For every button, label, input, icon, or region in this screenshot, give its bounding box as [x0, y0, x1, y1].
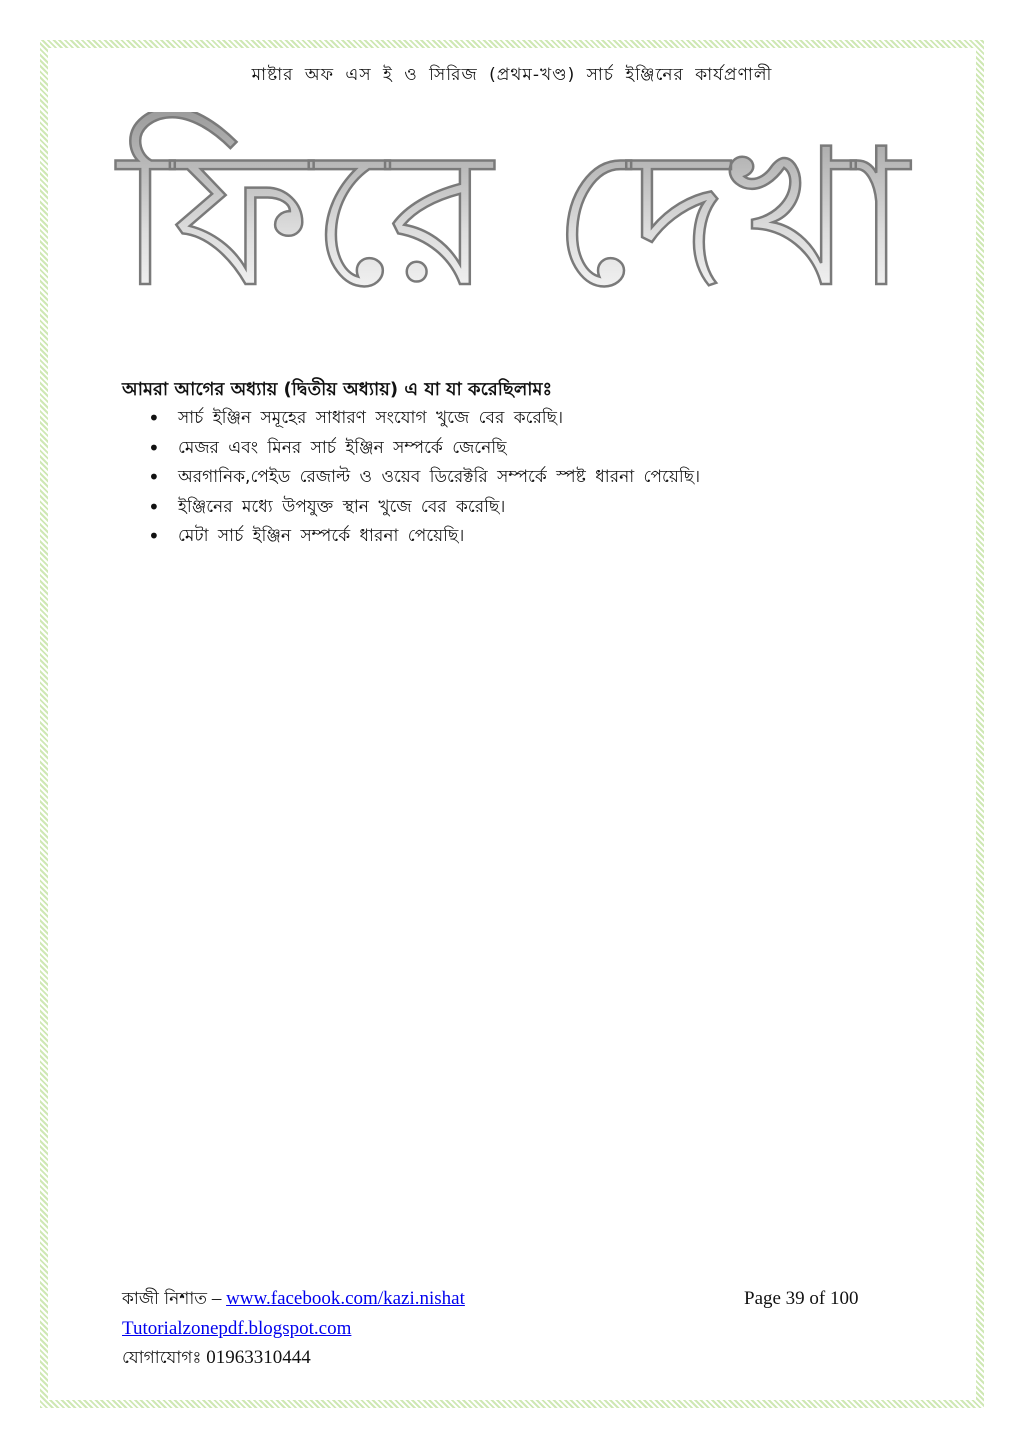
list-item — [148, 404, 700, 434]
list-item — [148, 522, 700, 552]
bullet-icon: • — [148, 465, 160, 489]
hero-title — [100, 112, 924, 322]
bullet-icon: • — [148, 406, 160, 430]
blog-link[interactable]: Tutorialzonepdf.blogspot.com — [122, 1318, 352, 1339]
list-item-text: অরগানিক,পেইড রেজাল্ট ও ওয়েব ডিরেক্টরি সম্পর্কে স্পষ্ট ধারনা পেয়েছি। — [178, 467, 701, 487]
footer-author: কাজী নিশাত — [122, 1289, 208, 1309]
footer-line-author — [122, 1284, 465, 1314]
footer-line-blog — [122, 1314, 465, 1343]
hero-word-2: দেখা — [551, 112, 909, 322]
footer-separator: – — [211, 1288, 222, 1309]
bullet-icon: • — [148, 494, 160, 519]
list-item — [148, 493, 700, 523]
hero-word-1: ফিরে — [117, 112, 493, 322]
list-item-text: মেজর এবং মিনর সার্চ ইঞ্জিন সম্পর্কে জেনেছি — [178, 437, 507, 458]
list-item-text: সার্চ ইঞ্জিন সমূহের সাধারণ সংযোগ খুজে বের করেছি। — [178, 408, 564, 428]
list-item-text: মেটা সার্চ ইঞ্জিন সম্পর্কে ধারনা পেয়েছি। — [178, 526, 465, 546]
page-number: Page 39 of 100 — [744, 1288, 859, 1309]
footer-left — [122, 1284, 465, 1373]
contact-label: যোগাযোগঃ — [122, 1348, 202, 1368]
list-item — [148, 434, 700, 464]
summary-list — [148, 404, 700, 552]
list-item-text: ইঞ্জিনের মধ্যে উপযুক্ত স্থান খুজে বের করেছি। — [178, 496, 506, 517]
facebook-link[interactable]: www.facebook.com/kazi.nishat — [226, 1288, 465, 1309]
page-header: মাষ্টার অফ এস ই ও সিরিজ (প্রথম-খণ্ড) সার্চ ইঞ্জিনের কার্যপ্রণালী — [251, 65, 773, 85]
intro-text: আমরা আগের অধ্যায় (দ্বিতীয় অধ্যায়) এ যা যা করেছিলামঃ — [122, 379, 553, 400]
contact-number: 01963310444 — [206, 1347, 311, 1368]
bullet-icon: • — [148, 435, 160, 460]
list-item — [148, 463, 700, 493]
footer-line-contact — [122, 1343, 465, 1373]
bullet-icon: • — [148, 524, 160, 548]
